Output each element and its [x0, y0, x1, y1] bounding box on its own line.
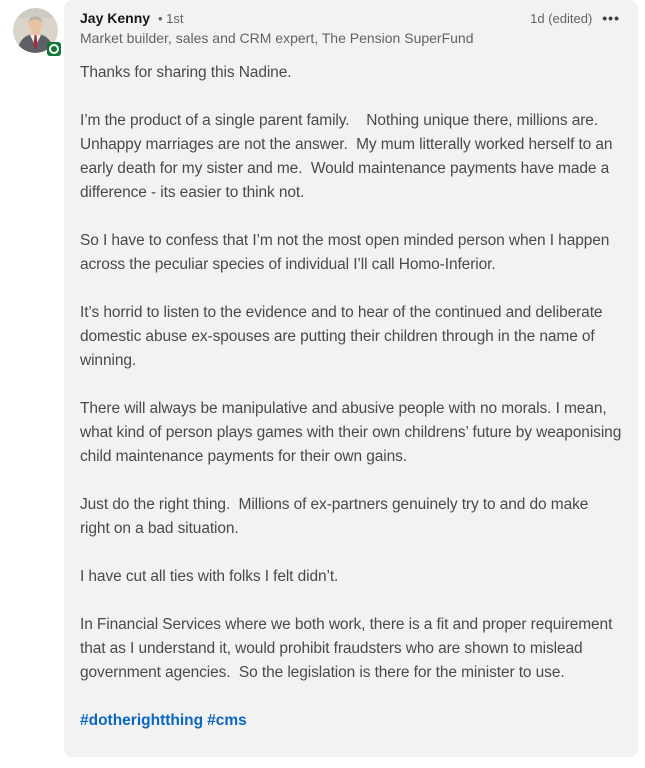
comment-paragraph: There will always be manipulative and abusive people with no morals. I mean, what kind of person plays games with their own childrens’ future by weaponising child maintenance payments for their own gains. [80, 400, 626, 465]
author-info [80, 8, 474, 48]
comment-body [80, 61, 626, 733]
comment-paragraph: Just do the right thing. Millions of ex-partners genuinely try to and do make right on a bad situation. [80, 496, 593, 537]
comment-paragraph: I have cut all ties with folks I felt didn’t. [80, 568, 339, 585]
author-name-row [80, 8, 474, 29]
author-name[interactable]: Jay Kenny [80, 10, 151, 26]
comment-paragraph: Thanks for sharing this Nadine. [80, 64, 292, 81]
comment-paragraph: It’s horrid to listen to the evidence and to hear of the continued and deliberate domestic abuse ex-spouses are putting their children through in the name of winning. [80, 304, 607, 369]
timestamp: 1d (edited) [530, 10, 593, 26]
comment-paragraph: In Financial Services where we both work, there is a fit and proper requirement that as I understand it, would prohibit fraudsters who are shown to mislead government agencies. So the legislation is there for the minister to use. [80, 616, 617, 681]
hashtag-link[interactable]: #dotherightthing [80, 712, 204, 729]
comment-paragraph: So I have to confess that I’m not the most open minded person when I happen across the peculiar species of individual I’ll call Homo-Inferior. [80, 232, 614, 273]
comment-bubble [64, 0, 638, 757]
author-headline: Market builder, sales and CRM expert, The Pension SuperFund [80, 30, 474, 46]
overflow-menu-icon[interactable]: ••• [602, 10, 620, 26]
comment-paragraph: I’m the product of a single parent family. Nothing unique there, millions are. Unhappy marriages are not the answer. My mum litterally worked herself to an early death for my sister and me. Would maintenance payments have made a difference - its easier to think not. [80, 112, 617, 201]
hashtag-row [80, 709, 622, 733]
avatar[interactable] [13, 8, 58, 53]
comment-header [80, 8, 622, 48]
header-meta [530, 8, 622, 26]
connection-degree: • 1st [157, 11, 184, 26]
open-status-badge-icon [47, 42, 61, 56]
hashtag-link[interactable]: #cms [207, 712, 247, 729]
